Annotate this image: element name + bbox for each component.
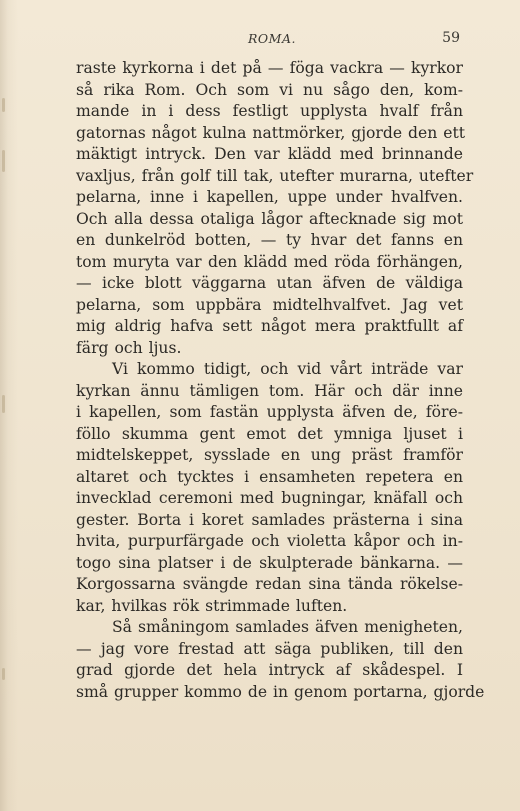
page-header [0, 31, 520, 51]
body-text [76, 58, 485, 703]
text-line: en dunkelröd botten, — ty hvar det fanns en [76, 231, 463, 249]
text-line: pelarna, inne i kapellen, uppe under hvalfven. [76, 188, 463, 206]
text-line: Så småningom samlades äfven menigheten, [112, 618, 463, 636]
text-line: pelarna, som uppbära midtelhvalfvet. Jag vet [76, 295, 463, 314]
text-line: — icke blott väggarna utan äfven de väldiga [76, 274, 463, 292]
text-line: invecklad ceremoni med bugningar, knäfall och [76, 489, 463, 507]
page-edge-mark [2, 668, 5, 680]
text-line: raste kyrkorna i det på — föga vackra — kyrkor [76, 59, 463, 77]
text-line: i kapellen, som fastän upplysta äfven de, före- [76, 403, 463, 421]
page-number: 59 [442, 30, 460, 46]
text-line: små grupper kommo de in genom portarna, gjorde [76, 682, 485, 701]
text-line: mäktigt intryck. Den var klädd med brinnande [76, 145, 463, 163]
text-line: gester. Borta i koret samlades prästerna i sina [76, 510, 463, 529]
text-line: mig aldrig hafva sett något mera praktfullt af [76, 317, 463, 335]
text-line: midtelskeppet, sysslade en ung präst framför [76, 446, 463, 464]
text-line: grad gjorde det hela intryck af skådespel. I [76, 661, 463, 679]
text-line: Och alla dessa otaliga lågor aftecknade sig mot [76, 209, 463, 228]
page-edge-mark [2, 150, 5, 172]
text-line: togo sina platser i de skulpterade bänkarna. — [76, 553, 463, 572]
text-line: färg och ljus. [76, 338, 182, 357]
running-title: ROMA. [248, 31, 296, 46]
text-line: mande in i dess festligt upplysta hvalf från [76, 102, 463, 120]
text-line: — jag vore frestad att säga publiken, till den [76, 639, 463, 658]
page-edge-mark [2, 395, 5, 413]
text-line: kar, hvilkas rök strimmade luften. [76, 596, 348, 615]
text-line: tom muryta var den klädd med röda förhängen, [76, 252, 463, 271]
text-line: vaxljus, från golf till tak, utefter murarna, utefter [76, 166, 474, 185]
text-line: altaret och tycktes i ensamheten repetera en [76, 467, 463, 486]
page-edge-mark [2, 98, 5, 112]
text-line: Vi kommo tidigt, och vid vårt inträde var [112, 360, 463, 378]
text-line: kyrkan ännu tämligen tom. Här och där inne [76, 381, 463, 400]
text-line: Korgossarna svängde redan sina tända rökelse- [76, 575, 463, 593]
text-line: hvita, purpurfärgade och violetta kåpor och in- [76, 532, 463, 550]
text-line: föllo skumma gent emot det ymniga ljuset i [76, 424, 463, 443]
text-line: så rika Rom. Och som vi nu sågo den, kom- [76, 80, 463, 99]
text-line: gatornas något kulna nattmörker, gjorde den ett [76, 123, 466, 142]
